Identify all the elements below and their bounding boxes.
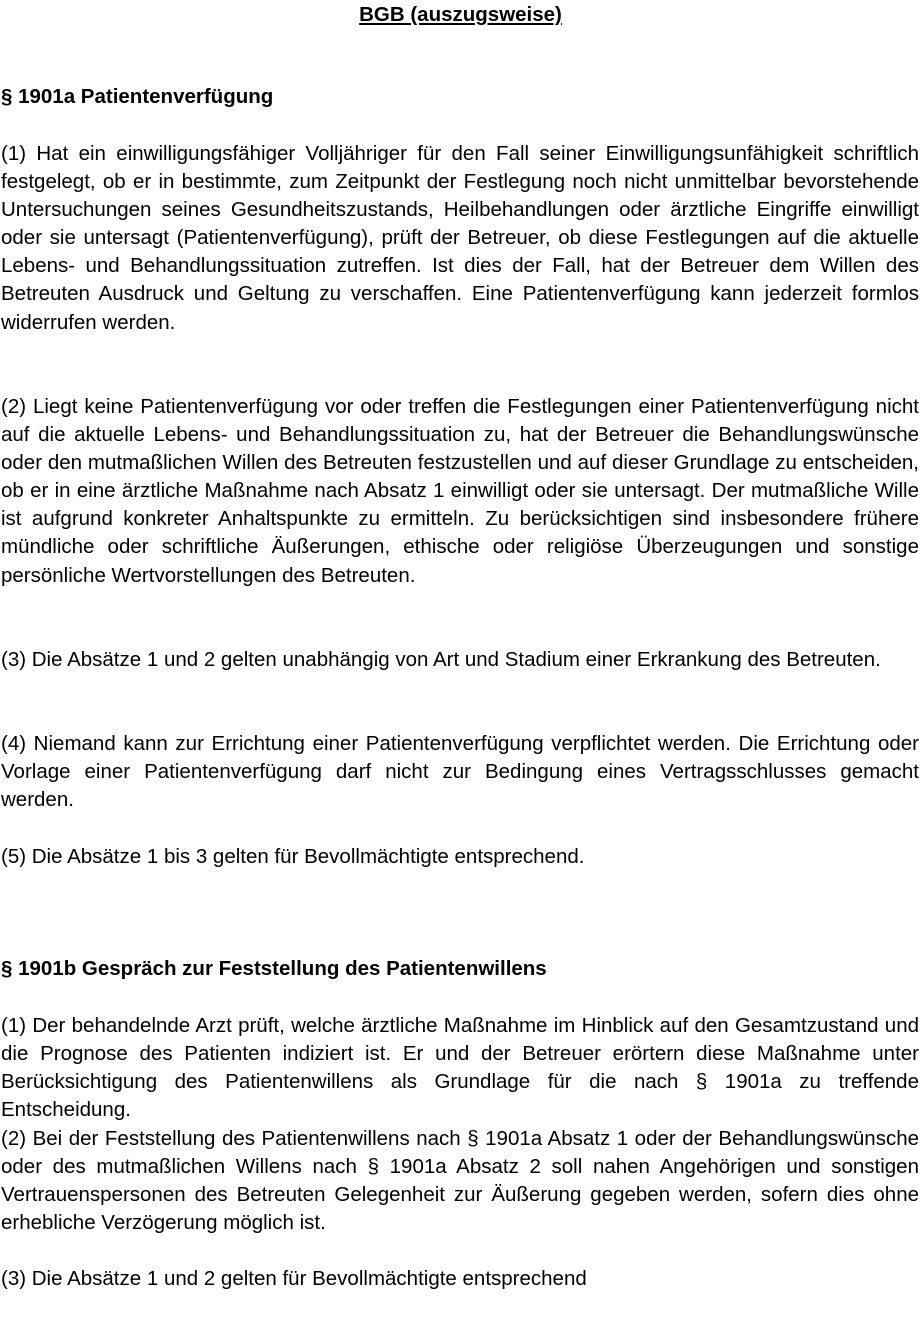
paragraph-1901b-2: (2) Bei der Feststellung des Patientenwillens nach § 1901a Absatz 1 oder der Behandlungswünsche oder des mutmaßlichen Willens nach § 1901a Absatz 2 soll nahen Angehörigen und sonstigen Vertrauenspersonen des Betreuten Gelegenheit zur Äußerung gegeben werden, sofern dies ohne erhebliche Verzögerung möglich ist. [1, 1127, 919, 1235]
section-heading-1901b: § 1901b Gespräch zur Feststellung des Patientenwillens [1, 957, 547, 980]
paragraph-1901a-5: (5) Die Absätze 1 bis 3 gelten für Bevollmächtigte entsprechend. [1, 845, 585, 868]
paragraph-1901b-1: (1) Der behandelnde Arzt prüft, welche ärztliche Maßnahme im Hinblick auf den Gesamtzustand und die Prognose des Patienten indiziert ist. Er und der Betreuer erörtern diese Maßnahme unter Berücksichtigung des Patientenwillens als Grundlage für die nach § 1901a zu treffende Entscheidung. [1, 1014, 919, 1122]
paragraph-1901b-3: (3) Die Absätze 1 und 2 gelten für Bevollmächtigte entsprechend [1, 1267, 587, 1290]
paragraph-1901a-4: (4) Niemand kann zur Errichtung einer Patientenverfügung verpflichtet werden. Die Errichtung oder Vorlage einer Patientenverfügung darf nicht zur Bedingung eines Vertragsschlusses gemacht werden. [1, 732, 919, 812]
paragraph-1901a-2: (2) Liegt keine Patientenverfügung vor oder treffen die Festlegungen einer Patientenverfügung nicht auf die aktuelle Lebens- und Behandlungssituation zu, hat der Betreuer die Behandlungswünsche oder den mutmaßlichen Willen des Betreuten festzustellen und auf dieser Grundlage zu entscheiden, ob er in eine ärztliche Maßnahme nach Absatz 1 einwilligt oder sie untersagt. Der mutmaßliche Wille ist aufgrund konkreter Anhaltspunkte zu ermitteln. Zu berücksichtigen sind insbesondere frühere mündliche oder schriftliche Äußerungen, ethische oder religiöse Überzeugungen und sonstige persönliche Wertvorstellungen des Betreuten. [1, 395, 919, 587]
paragraph-1901a-3: (3) Die Absätze 1 und 2 gelten unabhängig von Art und Stadium einer Erkrankung des Betreuten. [1, 648, 881, 671]
document-title: BGB (auszugsweise) [359, 3, 562, 26]
section-heading-1901a: § 1901a Patientenverfügung [1, 85, 274, 108]
paragraph-1901a-1: (1) Hat ein einwilligungsfähiger Volljähriger für den Fall seiner Einwilligungsunfähigkeit schriftlich festgelegt, ob er in bestimmte, zum Zeitpunkt der Festlegung noch nicht unmittelbar bevorstehende Untersuchungen seines Gesundheitszustands, Heilbehandlungen oder ärztliche Eingriffe einwilligt oder sie untersagt (Patientenverfügung), prüft der Betreuer, ob diese Festlegungen auf die aktuelle Lebens- und Behandlungssituation zutreffen. Ist dies der Fall, hat der Betreuer dem Willen des Betreuten Ausdruck und Geltung zu verschaffen. Eine Patientenverfügung kann jederzeit formlos widerrufen werden. [1, 142, 919, 334]
